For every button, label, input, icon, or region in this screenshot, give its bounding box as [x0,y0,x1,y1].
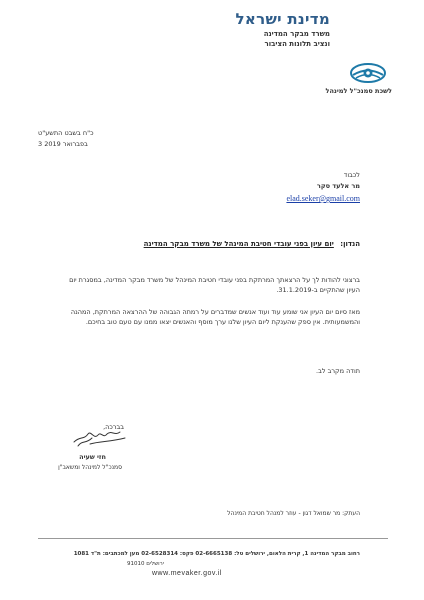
cc-line: העתק: מר שמואל דגון - עוזר למנהל חטיבת המינהל [227,510,360,517]
signer-name: חזי שעיה [79,453,106,461]
office-name: משרד מבקר המדינה [263,30,330,38]
recipient-email-link[interactable]: elad.seker@gmail.com [286,194,360,203]
logo-caption: לשכת סמנכ"ל למינהל [325,87,392,95]
handwritten-signature [70,420,130,450]
body-paragraph-3: תודה מקרב לב. [316,367,360,375]
signer-title: סמנכ"ל למינהל ומשאב"ן [58,464,122,471]
footer-website-link[interactable]: www.mevaker.gov.il [152,570,222,577]
subject-label: הנדון: [340,240,360,248]
footer-divider [38,538,388,539]
ombudsman-name: ונציב תלונות הציבור [264,40,330,48]
state-of-israel-title: מדינת ישראל [235,10,330,28]
eye-logo-icon [350,63,386,83]
date-hebrew: כ"ח בשבט התשע"ט [38,129,94,137]
subject-line [144,240,360,248]
subject-text: יום עיון בפני עובדי חטיבת המינהל של משרד מבקר המדינה [143,240,334,248]
footer-address: רחוב מבקר המדינה 1, קרית הלאום, ירושלים טל: 02-6665138 פקס: 02-6528314 מען למכתבים: ת"ד 1081 [73,551,360,557]
recipient-salutation: לכבוד [343,171,360,179]
recipient-name: מר אלעד סקר [316,182,360,190]
body-paragraph-2: מאז סיום יום העיון אני שומע עוד ועוד אנשים שמדברים על רמתה הגבוהה של ההרצאה המרתקת, המהנה והמשמעותית. אין ספק שהענקת ליום העיון שלנו ערך מוסף והאנשים יצאו ממנו עם טעם טוב בחיכם. [70,308,360,326]
closing-greeting: בברכה, [103,423,124,431]
date-gregorian: 3 בפברואר 2019 [38,140,88,148]
body-paragraph-1: ברצוני להודות לך על הרצאתך המרתקת בפני עובדי חטיבת המינהל של משרד מבקר המדינה, במסגרת יום העיון שהתקיים ב-31.1.2019. [69,276,360,294]
footer-city: ירושלים 91010 [127,561,164,567]
